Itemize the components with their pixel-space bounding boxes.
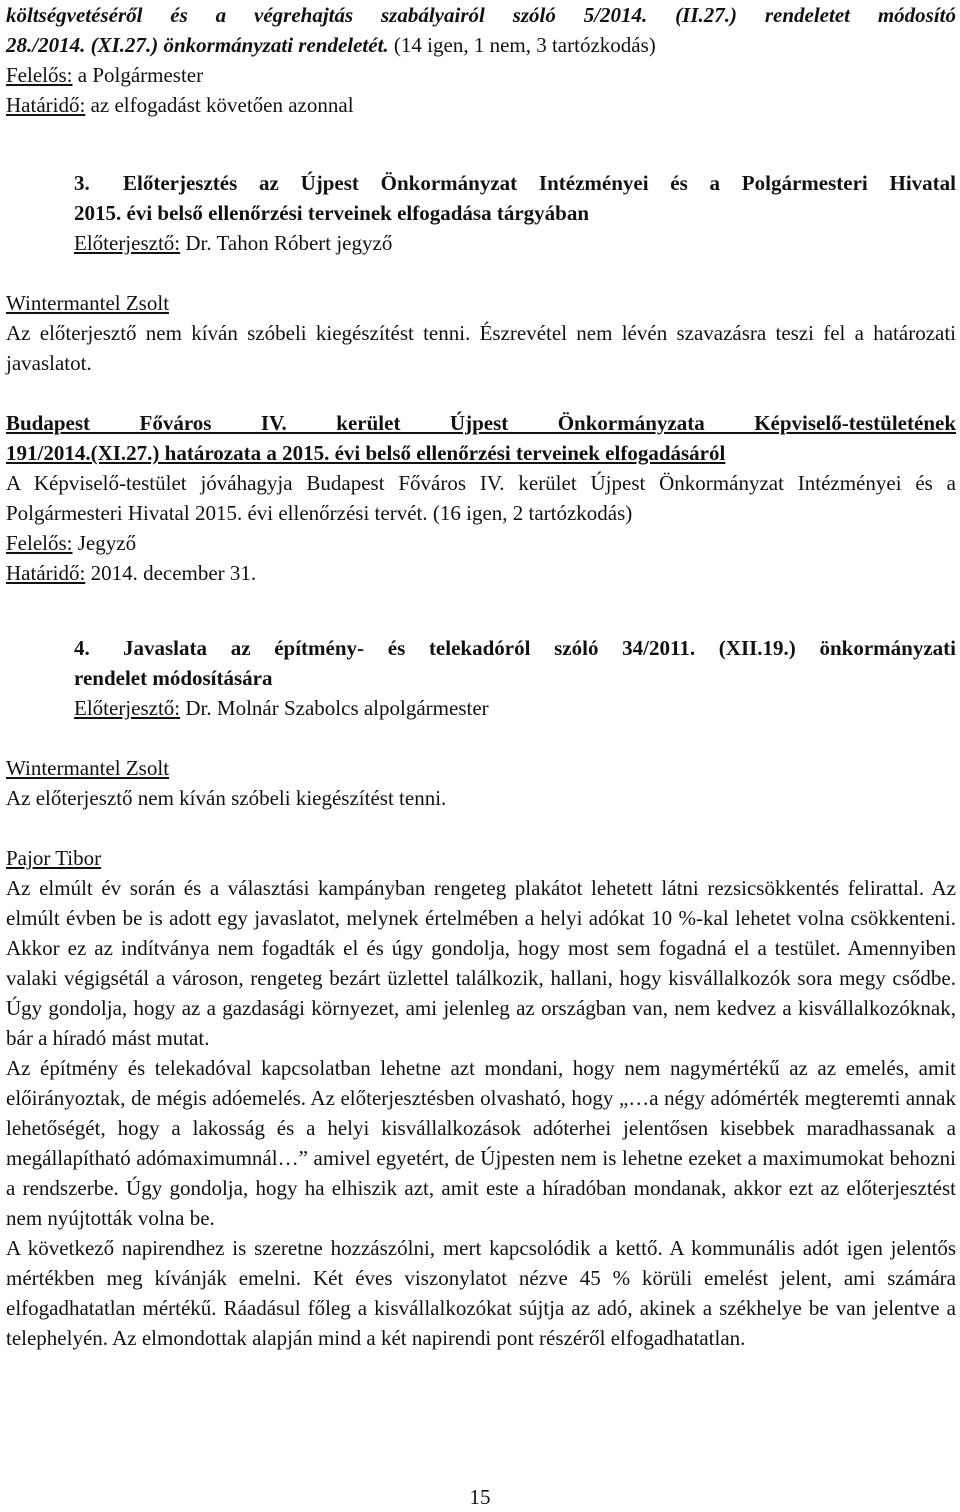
agenda-item-title-cont: 2015. évi belső ellenőrzési terveinek elfogadása tárgyában — [74, 201, 590, 225]
speaker-name: Pajor Tibor — [6, 846, 102, 870]
agenda-item-title: Javaslata az építmény- és telekadóról szóló 34/2011. (XII.19.) önkormányzati — [123, 636, 956, 660]
deadline-value: 2014. december 31. — [85, 561, 257, 585]
speaker-name: Wintermantel Zsolt — [6, 291, 170, 315]
resolution-text: A Képviselő-testület jóváhagyja Budapest Főváros IV. kerület Újpest Önkormányzat Intézményei és a Polgármesteri Hivatal 2015. évi ellenőrzési tervét. (16 igen, 2 tartózkodás) — [6, 471, 956, 525]
page-number: 15 — [469, 1485, 491, 1509]
agenda-item-title-cont: rendelet módosítására — [74, 666, 273, 690]
speech-paragraph: A következő napirendhez is szeretne hozzászólni, mert kapcsolódik a kettő. A kommunális adót igen jelentős mértékben meg kívánják emelni. Két éves viszonylatot nézve 45 % körüli emelést jelent, ami számára elfogadhatatlan mértékű. Ráadásul főleg a kisvállalkozókat sújtja az adó, akinek a székhelye be van jelentve a telephelyén. Az elmondottak alapján mind a két napirendi pont részéről elfogadhatatlan. — [6, 1236, 956, 1350]
responsible-line — [6, 60, 956, 90]
speaker-text: Az előterjesztő nem kíván szóbeli kiegészítést tenni. Észrevétel nem lévén szavazásra teszi fel a határozati javaslatot. — [6, 321, 956, 375]
deadline-value: az elfogadást követően azonnal — [85, 93, 354, 117]
responsible-value: Jegyző — [72, 531, 137, 555]
responsible-label: Felelős: — [6, 63, 73, 87]
speaker-text: Az előterjesztő nem kíván szóbeli kiegészítést tenni. — [6, 786, 447, 810]
presenter-line — [6, 693, 956, 723]
vote-result: (14 igen, 1 nem, 3 tartózkodás) — [388, 33, 656, 57]
resolution-italic-text: 28./2014. (XI.27.) önkormányzati rendeletét. — [6, 33, 389, 57]
resolution-text-line: költségvetéséről és a végrehajtás szabályairól szóló 5/2014. (II.27.) rendeletet módosító — [6, 3, 956, 27]
presenter-value: Dr. Molnár Szabolcs alpolgármester — [180, 696, 489, 720]
resolution-text-line — [6, 30, 956, 60]
deadline-label: Határidő: — [6, 561, 86, 585]
agenda-item-number: 3. — [74, 171, 90, 195]
responsible-label: Felelős: — [6, 531, 73, 555]
agenda-item-title: Előterjesztés az Újpest Önkormányzat Intézményei és a Polgármesteri Hivatal — [123, 171, 956, 195]
responsible-value: a Polgármester — [72, 63, 204, 87]
deadline-line — [6, 558, 956, 588]
agenda-item-4 — [6, 633, 956, 1353]
responsible-line — [6, 528, 956, 558]
agenda-item-3 — [6, 168, 956, 588]
speech-paragraph: Az elmúlt év során és a választási kampányban rengeteg plakátot lehetett látni rezsicsökkentés felirattal. Az elmúlt évben be is adott egy javaslatot, melynek értelmében a helyi adókat 10 %-kal lehetet volna csökkenteni. Akkor ez az indítványa nem fogadták el és úgy gondolja, hogy most sem fogadná el a testület. Amennyiben valaki végigsétál a városon, rengeteg bezárt üzlettel találkozik, hallani, hogy kisvállalkozók sora megy csődbe. Úgy gondolja, hogy az a gazdasági környezet, ami jelenleg az országban van, nem kedvez a kisvállalkozóknak, bár a híradó mást mutat. — [6, 876, 956, 1050]
previous-resolution-tail — [6, 0, 956, 120]
speech-paragraph: Az építmény és telekadóval kapcsolatban lehetne azt mondani, hogy nem nagymértékű az az emelés, amit előirányoztak, de mégis adóemelés. Az előterjesztésben olvasható, hogy „…a négy adómérték megteremti annak lehetőségét, hogy a lakosság és a helyi kisvállalkozások adóterhei jelentősen kisebbek maradhassanak a megállapítható adómaximumnál…” amivel egyetért, de Újpesten nem is lehetne ezeket a maximumokat behozni a rendszerbe. Úgy gondolja, hogy ha elhiszik azt, amit este a híradóban mondanak, akkor ezt az előterjesztést nem nyújtották volna be. — [6, 1056, 956, 1230]
presenter-value: Dr. Tahon Róbert jegyző — [180, 231, 393, 255]
presenter-line — [6, 228, 956, 258]
deadline-line — [6, 90, 956, 120]
agenda-item-number: 4. — [74, 636, 90, 660]
speaker-name: Wintermantel Zsolt — [6, 756, 170, 780]
presenter-label: Előterjesztő: — [74, 696, 181, 720]
resolution-title: Budapest Főváros IV. kerület Újpest Önkormányzata Képviselő-testületének — [6, 411, 956, 435]
resolution-title-cont: 191/2014.(XI.27.) határozata a 2015. évi belső ellenőrzési terveinek elfogadásáról — [6, 441, 726, 465]
deadline-label: Határidő: — [6, 93, 86, 117]
presenter-label: Előterjesztő: — [74, 231, 181, 255]
